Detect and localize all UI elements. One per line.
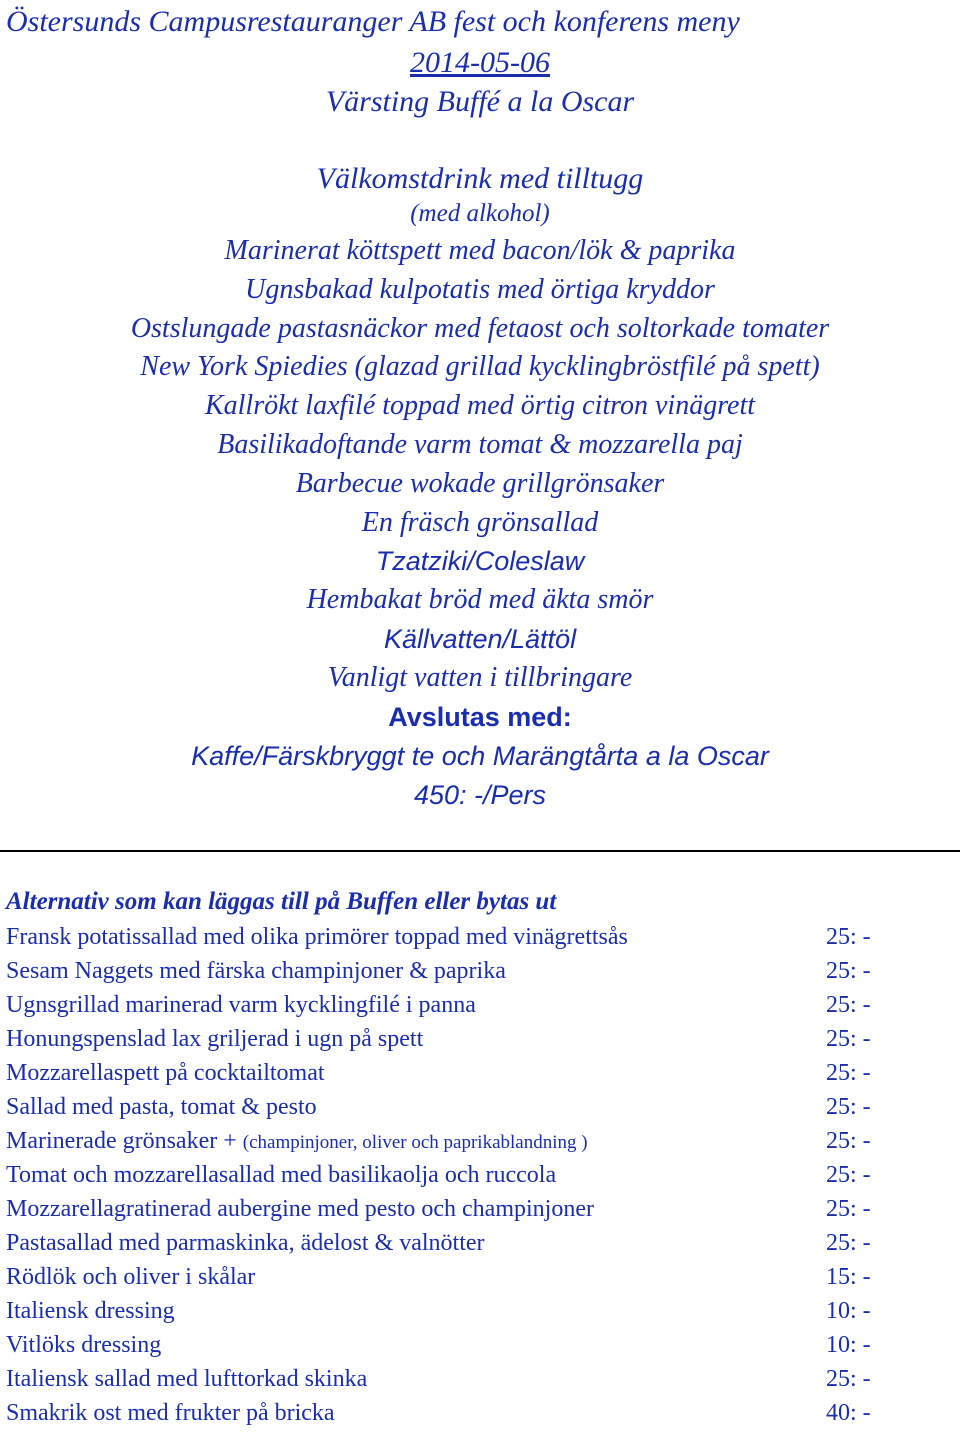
alternative-row (0, 1090, 960, 1124)
alternative-price: 25: - (826, 1128, 871, 1154)
ends-with-label: Avslutas med: (388, 702, 572, 732)
buffet-item: Barbecue wokade grillgrönsaker (295, 467, 665, 499)
section-divider (0, 850, 960, 852)
menu-date: 2014-05-06 (410, 46, 550, 79)
alternative-name: Fransk potatissallad med olika primörer toppad med vinägrettsås (6, 924, 628, 950)
alternative-row (0, 920, 960, 954)
alternative-row (0, 1056, 960, 1090)
dessert-line: Kaffe/Färskbryggt te och Marängtårta a la Oscar (191, 741, 769, 771)
buffet-item: Ugnsbakad kulpotatis med örtiga kryddor (245, 273, 715, 305)
alternative-row (0, 1226, 960, 1260)
alternative-name: Tomat och mozzarellasallad med basilikaolja och ruccola (6, 1162, 557, 1188)
alternative-price: 25: - (826, 1026, 871, 1052)
alternative-row (0, 1260, 960, 1294)
buffet-item: Basilikadoftande varm tomat & mozzarella paj (217, 428, 743, 460)
alternative-row (0, 954, 960, 988)
alternative-price: 10: - (826, 1298, 871, 1324)
price-per-person: 450: -/Pers (413, 780, 547, 810)
buffet-item: Tzatziki/Coleslaw (375, 546, 585, 577)
alternative-price: 25: - (826, 1162, 871, 1188)
alternative-price: 15: - (826, 1264, 871, 1290)
alternative-name: Italiensk dressing (6, 1298, 175, 1324)
alternative-name: Pastasallad med parmaskinka, ädelost & valnötter (6, 1230, 485, 1256)
alternative-name: Rödlök och oliver i skålar (6, 1264, 256, 1290)
alternatives-heading: Alternativ som kan läggas till på Buffen eller bytas ut (6, 888, 557, 915)
alternative-name: Marinerade grönsaker + (champinjoner, oliver och paprikablandning ) (6, 1128, 588, 1154)
alternative-row (0, 1294, 960, 1328)
alternative-price: 25: - (826, 1366, 871, 1392)
alternative-name: Honungspenslad lax griljerad i ugn på spett (6, 1026, 424, 1052)
alternatives-list (0, 920, 960, 1430)
alternative-price: 25: - (826, 958, 871, 984)
alcohol-note: (med alkohol) (410, 200, 550, 227)
alternative-price: 10: - (826, 1332, 871, 1358)
alternative-row (0, 1328, 960, 1362)
alternative-name: Sallad med pasta, tomat & pesto (6, 1094, 317, 1120)
alternative-row (0, 1158, 960, 1192)
alternative-price: 40: - (826, 1400, 871, 1426)
alternative-name: Smakrik ost med frukter på bricka (6, 1400, 335, 1426)
alternative-name: Italiensk sallad med lufttorkad skinka (6, 1366, 368, 1392)
alternative-row (0, 988, 960, 1022)
buffet-item: Kallrökt laxfilé toppad med örtig citron vinägrett (204, 390, 756, 422)
alternative-row (0, 1362, 960, 1396)
alternative-name: Vitlöks dressing (6, 1332, 162, 1358)
alternative-row (0, 1192, 960, 1226)
buffet-item: Ostslungade pastasnäckor med fetaost och soltorkade tomater (130, 312, 830, 344)
alternative-price: 25: - (826, 1094, 871, 1120)
alternative-row (0, 1124, 960, 1158)
buffet-item: Hembakat bröd med äkta smör (306, 584, 654, 616)
buffet-title: Värsting Buffé a la Oscar (325, 85, 635, 118)
alternative-name: Ugnsgrillad marinerad varm kycklingfilé i panna (6, 992, 476, 1018)
buffet-item: Marinerat köttspett med bacon/lök & paprika (224, 235, 736, 266)
alternative-name: Sesam Naggets med färska champinjoner & paprika (6, 958, 506, 984)
alternative-price: 25: - (826, 1196, 871, 1222)
alternative-name: Mozzarellagratinerad aubergine med pesto och champinjoner (6, 1196, 594, 1222)
buffet-item-list (0, 232, 960, 698)
alternative-row (0, 1396, 960, 1430)
buffet-item: Källvatten/Lättöl (383, 623, 577, 654)
welcome-drink: Välkomstdrink med tilltugg (316, 162, 644, 195)
buffet-item: En fräsch grönsallad (361, 506, 599, 538)
alternative-note: (champinjoner, oliver och paprikablandning ) (242, 1132, 588, 1153)
company-title: Östersunds Campusrestauranger AB fest och konferens meny (6, 5, 740, 38)
alternative-price: 25: - (826, 992, 871, 1018)
alternative-price: 25: - (826, 1230, 871, 1256)
alternative-price: 25: - (826, 924, 871, 950)
buffet-item: New York Spiedies (glazad grillad kycklingbröstfilé på spett) (140, 351, 820, 383)
buffet-item: Vanligt vatten i tillbringare (327, 661, 633, 693)
alternative-price: 25: - (826, 1060, 871, 1086)
alternative-row (0, 1022, 960, 1056)
alternative-name: Mozzarellaspett på cocktailtomat (6, 1060, 325, 1086)
